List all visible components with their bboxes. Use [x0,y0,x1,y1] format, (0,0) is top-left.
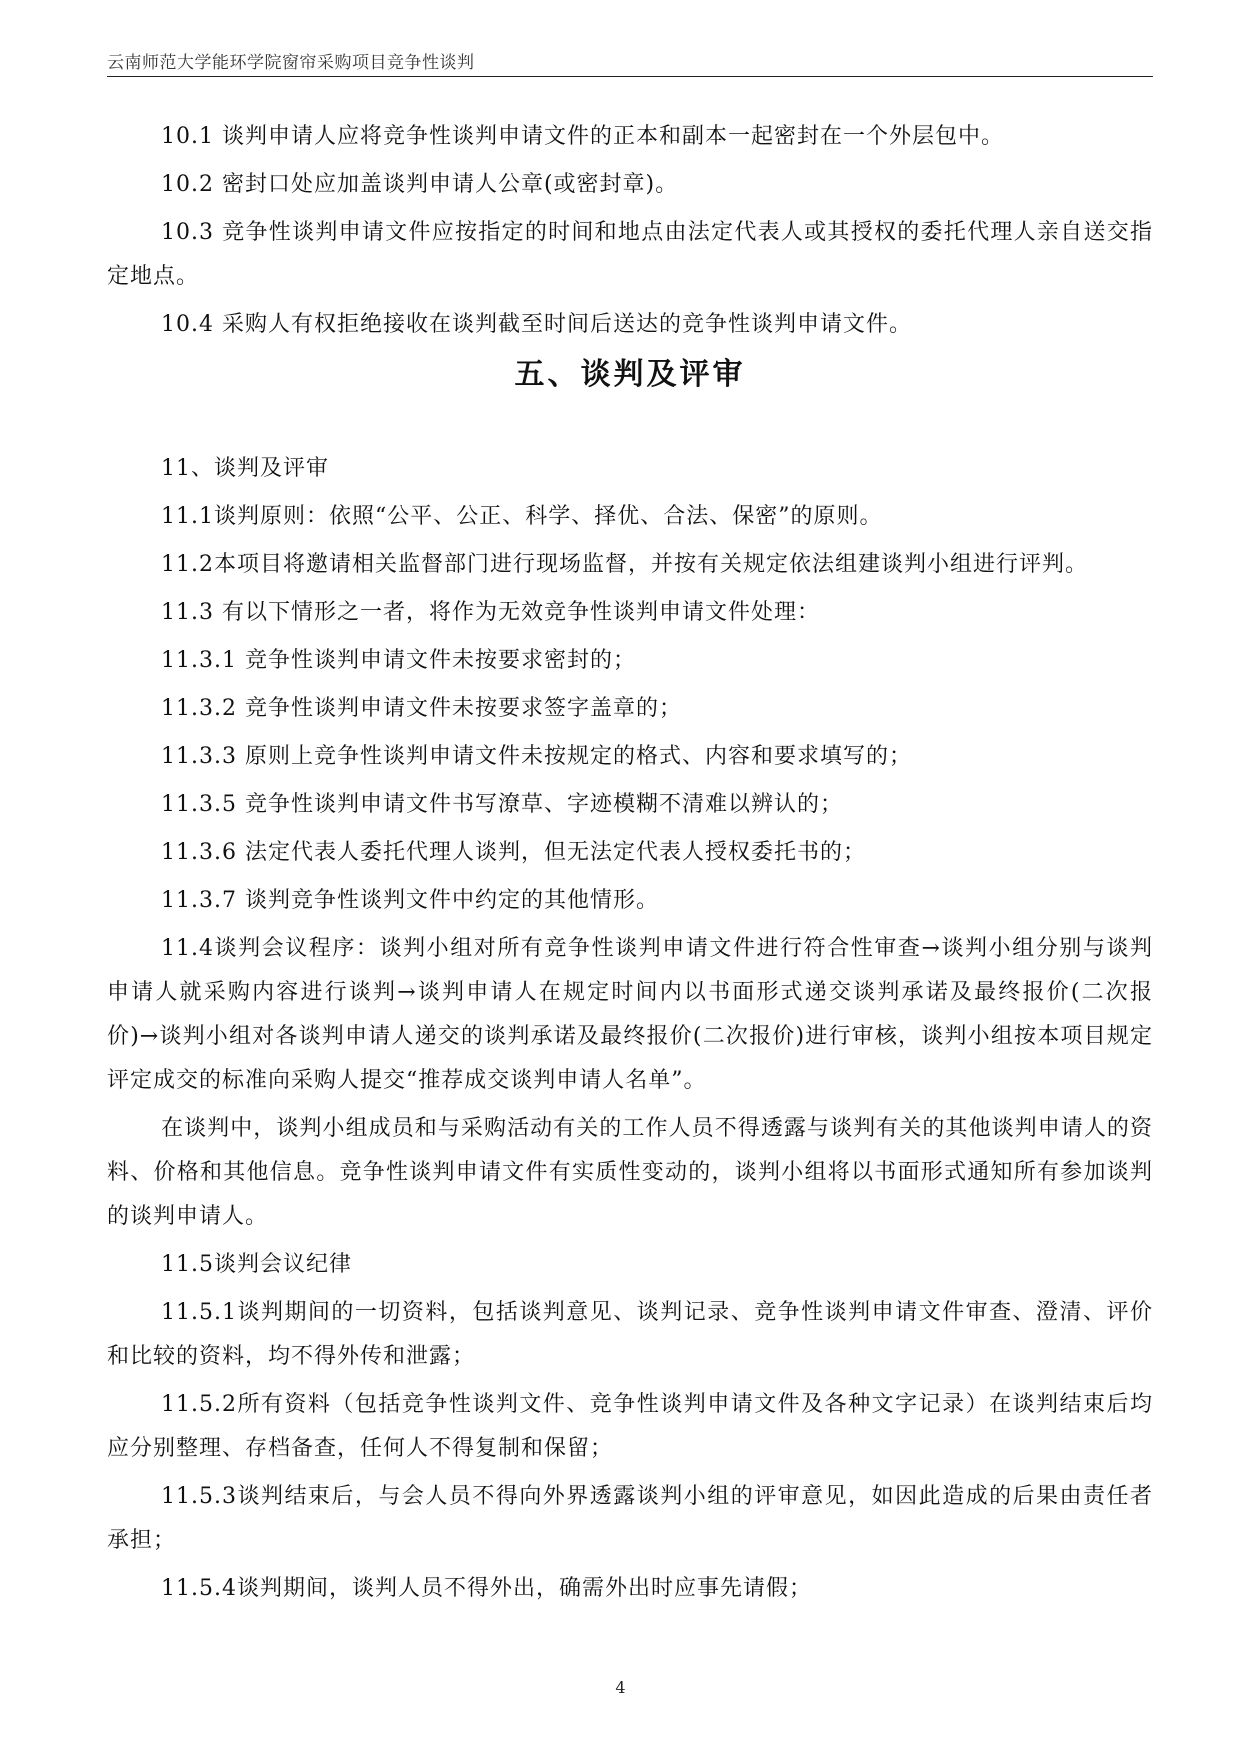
page-header: 云南师范大学能环学院窗帘采购项目竞争性谈判 [107,50,1153,77]
document-body [107,115,1153,1615]
page-number: 4 [615,1678,626,1697]
clause-11-5: 11.5谈判会议纪律 [161,1252,352,1277]
clause-11-3-6: 11.3.6 法定代表人委托代理人谈判，但无法定代表人授权委托书的； [161,840,866,865]
clause-11-3-7: 11.3.7 谈判竞争性谈判文件中约定的其他情形。 [161,888,659,913]
clause-11-3-5: 11.3.5 竞争性谈判申请文件书写潦草、字迹模糊不清难以辨认的； [161,792,843,817]
clause-11-4: 11.4谈判会议程序：谈判小组对所有竞争性谈判申请文件进行符合性审查→谈判小组分别与谈判申请人就采购内容进行谈判→谈判申请人在规定时间内以书面形式递交谈判承诺及最终报价(二次报价)→谈判小组对各谈判申请人递交的谈判承诺及最终报价(二次报价)进行审核，谈判小组按本项目规定评定成交的标准向采购人提交“推荐成交谈判申请人名单”。 [107,936,1153,1093]
clause-11-1: 11.1谈判原则：依照“公平、公正、科学、择优、合法、保密”的原则。 [161,504,883,529]
section-title-5: 五、谈判及评审 [514,357,746,392]
clause-11-3: 11.3 有以下情形之一者，将作为无效竞争性谈判申请文件处理： [161,600,820,625]
clause-11-3-2: 11.3.2 竞争性谈判申请文件未按要求签字盖章的； [161,696,682,721]
clause-10-4: 10.4 采购人有权拒绝接收在谈判截至时间后送达的竞争性谈判申请文件。 [161,312,912,337]
clause-11-3-3: 11.3.3 原则上竞争性谈判申请文件未按规定的格式、内容和要求填写的； [161,744,912,769]
clause-11-4-confidentiality: 在谈判中，谈判小组成员和与采购活动有关的工作人员不得透露与谈判有关的其他谈判申请人的资料、价格和其他信息。竞争性谈判申请文件有实质性变动的，谈判小组将以书面形式通知所有参加谈判的谈判申请人。 [107,1116,1153,1229]
clause-11-5-2: 11.5.2所有资料（包括竞争性谈判文件、竞争性谈判申请文件及各种文字记录）在谈判结束后均应分别整理、存档备查，任何人不得复制和保留； [107,1392,1153,1461]
clause-10-3: 10.3 竞争性谈判申请文件应按指定的时间和地点由法定代表人或其授权的委托代理人亲自送交指定地点。 [107,220,1153,289]
clause-11-5-3: 11.5.3谈判结束后，与会人员不得向外界透露谈判小组的评审意见，如因此造成的后果由责任者承担； [107,1484,1153,1553]
clause-10-2: 10.2 密封口处应加盖谈判申请人公章(或密封章)。 [161,172,679,197]
clause-11-5-1: 11.5.1谈判期间的一切资料，包括谈判意见、谈判记录、竞争性谈判申请文件审查、澄清、评价和比较的资料，均不得外传和泄露； [107,1300,1153,1369]
clause-11-5-4: 11.5.4谈判期间，谈判人员不得外出，确需外出时应事先请假； [161,1576,812,1601]
clause-11-3-1: 11.3.1 竞争性谈判申请文件未按要求密封的； [161,648,636,673]
clause-10-1: 10.1 谈判申请人应将竞争性谈判申请文件的正本和副本一起密封在一个外层包中。 [161,124,1004,149]
clause-11-2: 11.2本项目将邀请相关监督部门进行现场监督，并按有关规定依法组建谈判小组进行评判。 [161,552,1088,577]
section-gap [107,399,1153,447]
clause-11: 11、谈判及评审 [161,456,329,481]
